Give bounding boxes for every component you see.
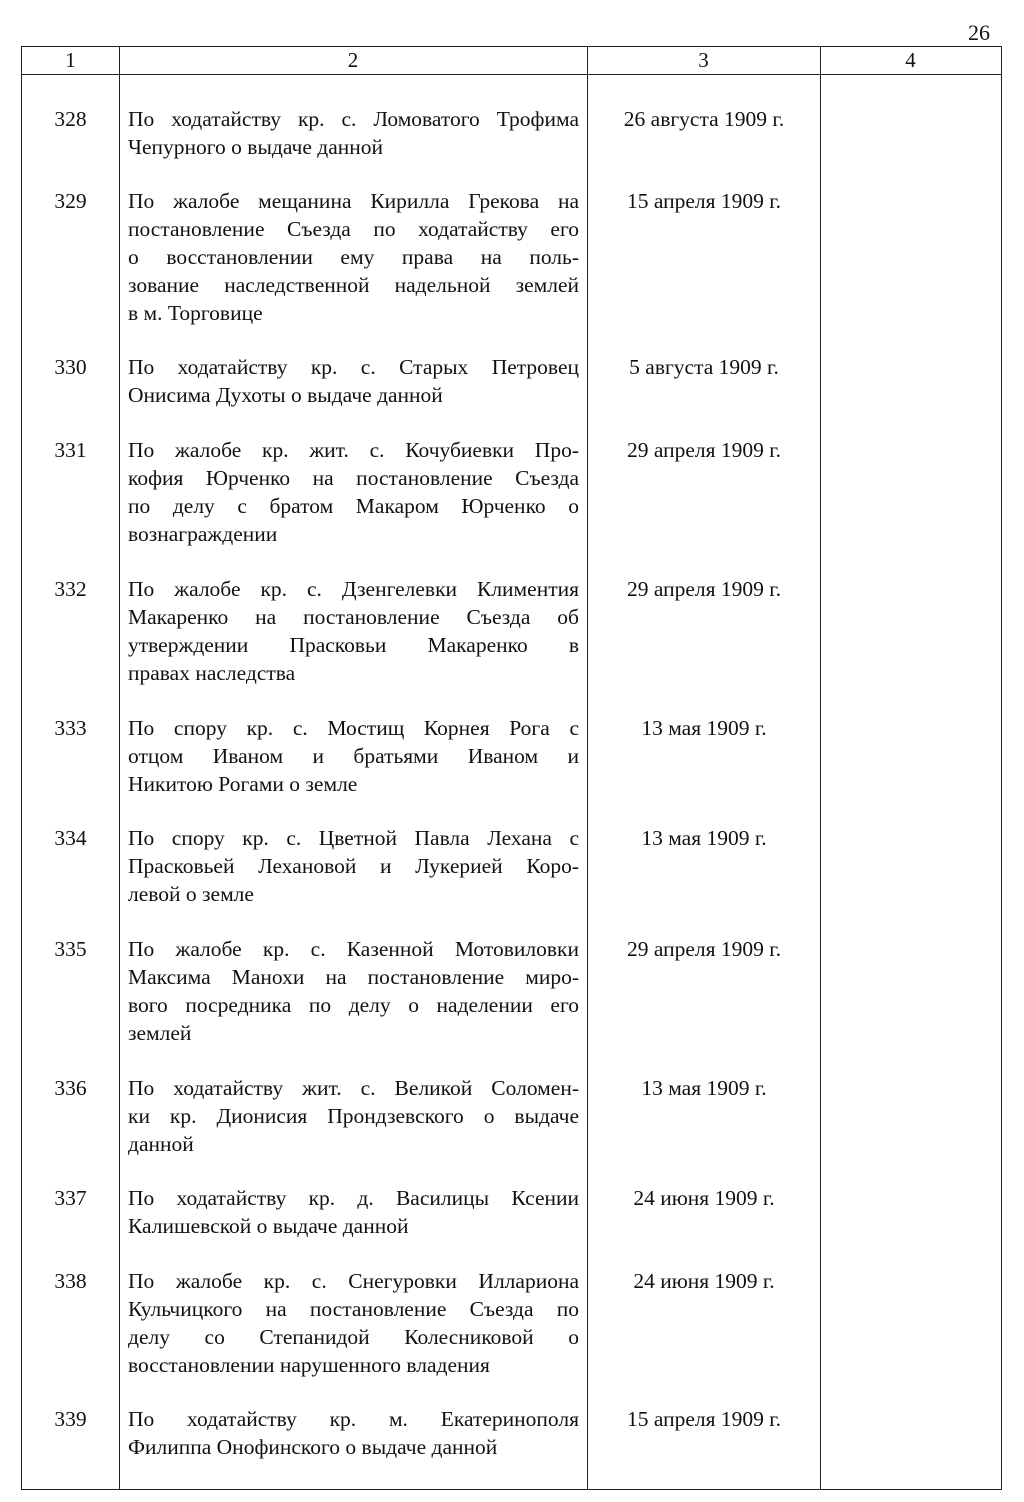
description-line: правах наследства (128, 661, 296, 685)
column-header-3: 3 (698, 48, 709, 72)
description-line: Калишевской о выдаче данной (128, 1214, 409, 1238)
row-description (128, 436, 579, 548)
row-number: 337 (54, 1186, 87, 1210)
row-date: 26 августа 1909 г. (623, 107, 785, 131)
row-date: 29 апреля 1909 г. (626, 937, 782, 961)
description-line: По спору кр. с. Мостищ Корнея Рога с (128, 716, 579, 740)
row-description (128, 1267, 579, 1379)
description-line: восстановлении нарушенного владения (128, 1353, 490, 1377)
row-date: 13 мая 1909 г. (641, 826, 767, 850)
row-date: 24 июня 1909 г. (633, 1186, 775, 1210)
description-line: постановление Съезда по ходатайству его (128, 217, 579, 241)
row-date: 29 апреля 1909 г. (626, 577, 782, 601)
column-divider (820, 47, 821, 1489)
row-number: 332 (54, 577, 87, 601)
document-table (21, 46, 1002, 1490)
description-line: По жалобе кр. с. Казенной Мотовиловки (128, 937, 579, 961)
description-line: вознаграждении (128, 522, 278, 546)
row-description (128, 105, 579, 161)
description-line: отцом Иваном и братьями Иваном и (128, 744, 579, 768)
header-divider (22, 74, 1001, 75)
description-line: Филиппа Онофинского о выдаче данной (128, 1435, 498, 1459)
description-line: утверждении Прасковьи Макаренко в (128, 633, 579, 657)
row-description (128, 575, 579, 687)
page-number: 26 (968, 20, 990, 45)
row-number: 335 (54, 937, 87, 961)
row-description (128, 1184, 579, 1240)
description-line: зование наследственной надельной землей (128, 273, 579, 297)
row-description (128, 824, 579, 908)
row-description (128, 353, 579, 409)
column-divider (587, 47, 588, 1489)
description-line: По ходатайству кр. д. Василицы Ксении (128, 1186, 579, 1210)
description-line: Кульчицкого на постановление Съезда по (128, 1297, 579, 1321)
description-line: По жалобе кр. с. Дзенгелевки Климентия (128, 577, 579, 601)
row-number: 338 (54, 1269, 87, 1293)
row-number: 333 (54, 716, 87, 740)
description-line: По ходатайству кр. с. Старых Петровец (128, 355, 579, 379)
description-line: делу со Степанидой Колесниковой о (128, 1325, 579, 1349)
row-description (128, 187, 579, 327)
description-line: по делу с братом Макаром Юрченко о (128, 494, 579, 518)
row-description (128, 935, 579, 1047)
description-line: вого посредника по делу о наделении его (128, 993, 579, 1017)
row-date: 15 апреля 1909 г. (626, 1407, 782, 1431)
row-number: 328 (54, 107, 87, 131)
description-line: По ходатайству кр. с. Ломоватого Трофима (128, 107, 579, 131)
description-line: ки кр. Дионисия Прондзевского о выдаче (128, 1104, 579, 1128)
row-date: 5 августа 1909 г. (629, 355, 779, 379)
description-line: Прасковьей Лехановой и Лукерией Коро- (128, 854, 579, 878)
description-line: кофия Юрченко на постановление Съезда (128, 466, 579, 490)
row-description (128, 1405, 579, 1461)
description-line: Чепурного о выдаче данной (128, 135, 384, 159)
description-line: о восстановлении ему права на поль- (128, 245, 579, 269)
description-line: Макаренко на постановление Съезда об (128, 605, 579, 629)
description-line: Максима Манохи на постановление миро- (128, 965, 579, 989)
description-line: Онисима Духоты о выдаче данной (128, 383, 443, 407)
column-divider (119, 47, 120, 1489)
row-number: 330 (54, 355, 87, 379)
description-line: Никитою Рогами о земле (128, 772, 358, 796)
description-line: в м. Торговице (128, 301, 263, 325)
row-description (128, 714, 579, 798)
description-line: По спору кр. с. Цветной Павла Лехана с (128, 826, 579, 850)
description-line: левой о земле (128, 882, 254, 906)
description-line: землей (128, 1021, 192, 1045)
row-date: 13 мая 1909 г. (641, 716, 767, 740)
row-number: 329 (54, 189, 87, 213)
column-header-1: 1 (65, 48, 76, 72)
description-line: По ходатайству кр. м. Екатеринополя (128, 1407, 579, 1431)
row-description (128, 1074, 579, 1158)
row-date: 29 апреля 1909 г. (626, 438, 782, 462)
row-number: 331 (54, 438, 87, 462)
description-line: данной (128, 1132, 194, 1156)
description-line: По ходатайству жит. с. Великой Соломен- (128, 1076, 579, 1100)
column-header-2: 2 (347, 48, 359, 72)
row-date: 24 июня 1909 г. (633, 1269, 775, 1293)
description-line: По жалобе мещанина Кирилла Грекова на (128, 189, 579, 213)
description-line: По жалобе кр. с. Снегуровки Иллариона (128, 1269, 579, 1293)
row-date: 15 апреля 1909 г. (626, 189, 782, 213)
row-number: 339 (54, 1407, 87, 1431)
row-date: 13 мая 1909 г. (641, 1076, 767, 1100)
row-number: 334 (54, 826, 87, 850)
description-line: По жалобе кр. жит. с. Кочубиевки Про- (128, 438, 579, 462)
column-header-4: 4 (905, 48, 916, 72)
row-number: 336 (54, 1076, 87, 1100)
